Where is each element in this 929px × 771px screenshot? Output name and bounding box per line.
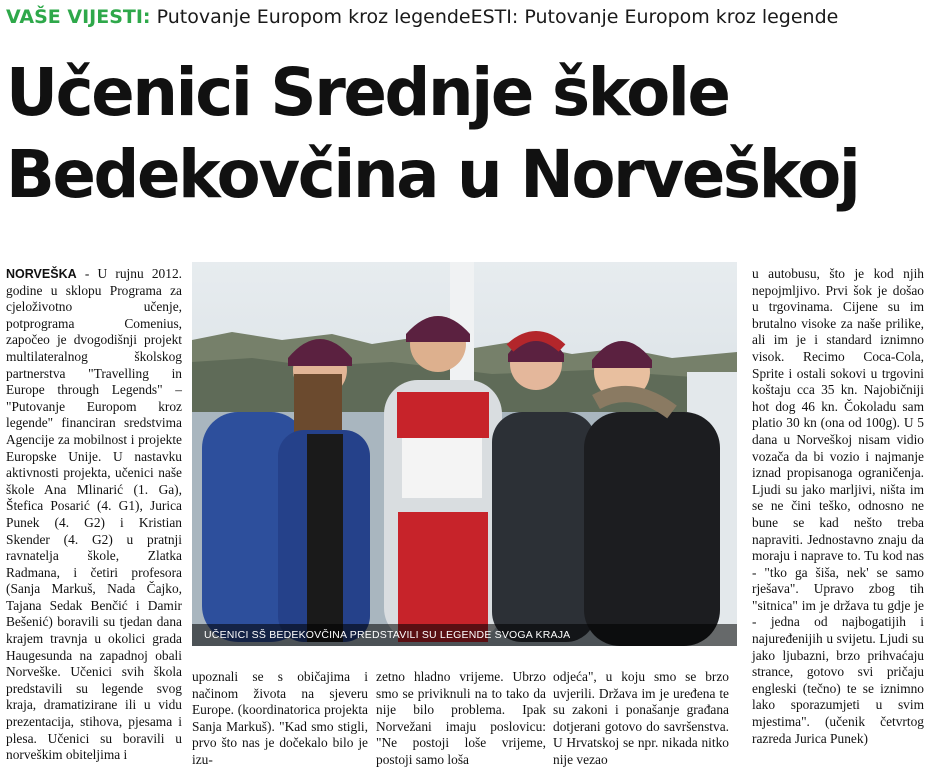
group-photo-illustration <box>192 262 737 646</box>
photo-caption: UČENICI SŠ BEDEKOVČINA PREDSTAVILI SU LEGENDE SVOGA KRAJA <box>192 624 737 646</box>
article-column-1 <box>6 266 182 764</box>
article-column-2: upoznali se s običajima i načinom života na sjeveru Europe. (koordinatorica projekta Sanja Markuš). "Kad smo stigli, prvo što nas je dočekalo bilo je izu- <box>192 669 368 767</box>
article-headline <box>6 52 898 216</box>
kicker-text: Putovanje Europom kroz legendeESTI: Putovanje Europom kroz legende <box>156 6 839 28</box>
headline-line-1: Učenici Srednje škole <box>6 54 729 131</box>
headline-line-2: Bedekovčina u Norveškoj <box>6 136 859 213</box>
article-location: NORVEŠKA <box>6 267 77 281</box>
article-column-5: u autobusu, što je kod njih nepojmljivo. Prvi šok je došao u trgovinama. Cijene su im brutalno visoke za naše prilike, ali im je i standard iznimno visok. Recimo Coca-Cola, Sprite i ostali sokovi u trgovini koštaju cca 35 kn. Najobičniji hot dog 46 kn. Čokoladu sam platio 30 kn (ona od 100g). U 5 dana u Norveškoj nisam vidio vozača da bi vozio i najmanje iznad propisanoga ograničenja. Ljudi su jako marljivi, ništa im se ne čini teško, odnosno ne bune se kad nešto treba napraviti. Jednostavno znaju da moraju i naprave to. Tu kod nas - "tko ga šiša, nek' se samo rješava". Upravo zbog tih "sitnica" im je država tu gdje je - jedna od najbogatijih i najuređenijih u svijetu. Ljudi su jako ljubazni, brzo prihvaćaju strance, gotovo svi pričaju engleski (tečno) te se iznimno lako sporazumjeti u svim mjestima". (učenik četvrtog razreda Jurica Punek) <box>752 266 924 746</box>
news-kicker <box>6 3 926 31</box>
article-photo <box>192 262 737 646</box>
article-column-3: zetno hladno vrijeme. Ubrzo smo se priviknuli na to tako da nije bilo problema. Ipak Norvežani imaju poslovicu: "Ne postoji loše vrijeme, postoji samo loša <box>376 669 546 767</box>
column-1-text: - U rujnu 2012. godine u sklopu Programa za cjeloživotno učenje, potprograma Comenius, započeo je dvogodišnji projekt multilateralnog školskog partnerstva "Travelling in Europe through Legends" – "Putovanje Europom kroz legende" financiran sredstvima Agencije za mobilnost i projekte Europske Unije. U nastavku aktivnosti projekta, učenici naše škole Ana Mlinarić (1. Ga), Štefica Posarić (4. G1), Jurica Punek (4. G2) i Kristian Skender (4. G2) u pratnji ravnatelja škole, Zlatka Radmana, i četiri profesora (Sanja Markuš, Nada Čajko, Tajana Sedak Benčić i Damir Bešenić) boravili su tjedan dana krajem travnja u okolici grada Haugesunda na zapadnoj obali Norveške. Učenici svih škola predstavili su legende svog kraja, dramatizirane ili u vidu prezentacija, stihova, pjesama i plesa. Učenici su boravili u norveškim obiteljima i <box>6 266 182 763</box>
article-column-4: odjeća", u koju smo se brzo uvjerili. Država im je uređena te su zakoni i ponašanje građana dotjerani gotovo do savršenstva. U Hrvatskoj se npr. nikada nitko nije vezao <box>553 669 729 767</box>
kicker-label: VAŠE VIJESTI: <box>6 6 151 28</box>
